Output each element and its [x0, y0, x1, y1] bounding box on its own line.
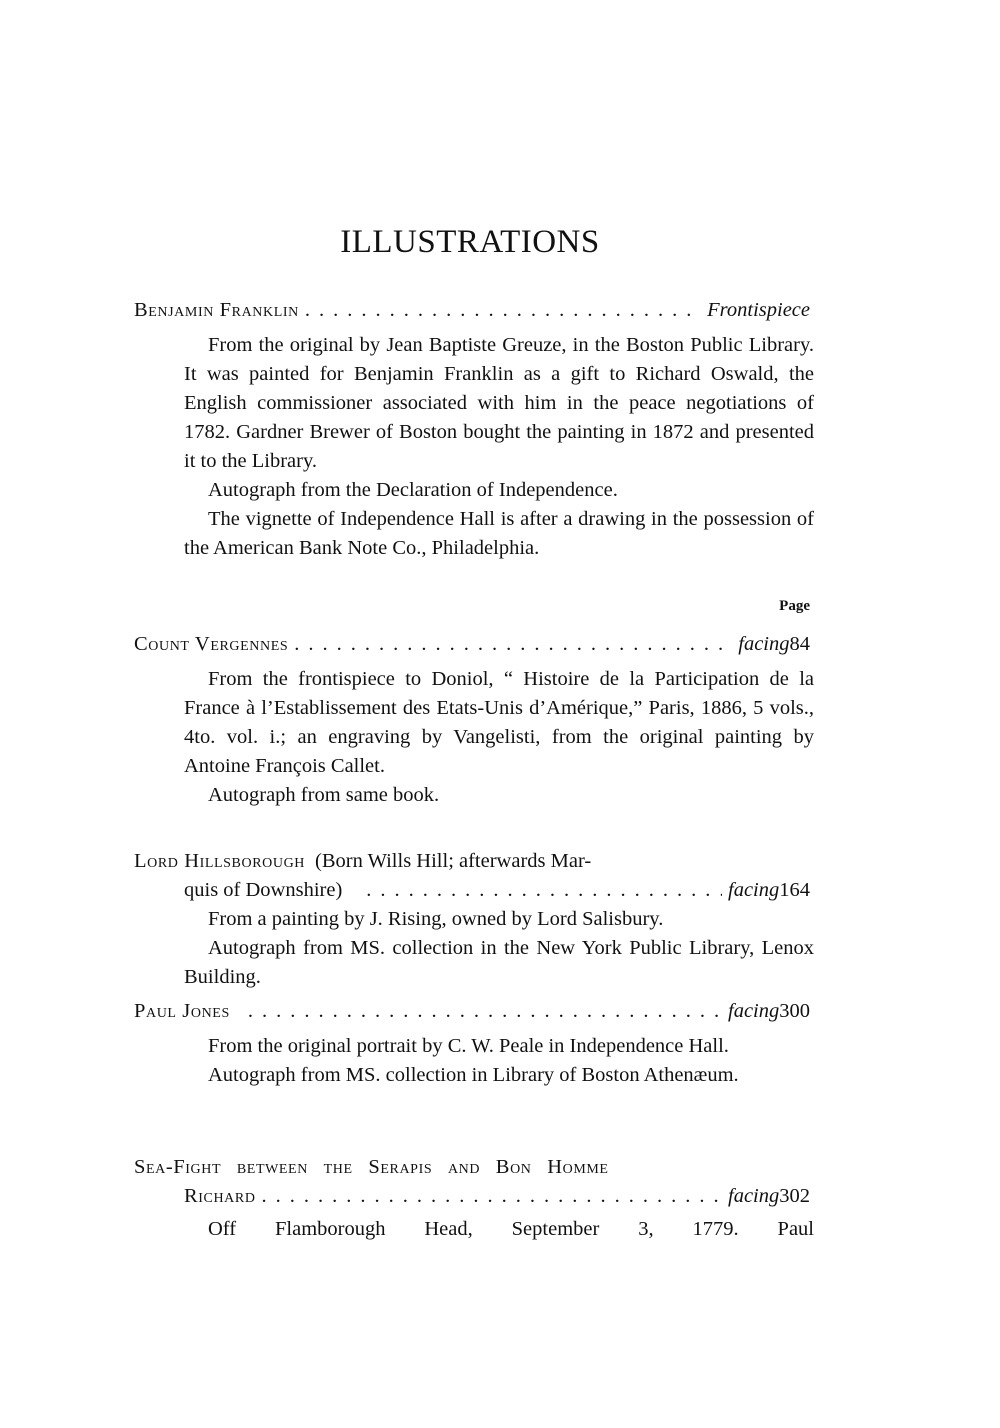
entry-page-number: 300	[779, 1000, 810, 1022]
entry-description: From the original by Jean Baptiste Greuze, in the Boston Public Library. It was painted for Benjamin Franklin as a gift to Richard Oswald, the English commissioner associated with him in the peace negotiations of 1782. Gardner Brewer of Boston bought the painting in 1872 and presented it to the Library.	[184, 334, 814, 472]
dot-leader	[248, 997, 722, 1026]
entry-placement: facing	[728, 1000, 780, 1022]
illustration-entry-hillsborough	[134, 847, 814, 992]
entry-page-number: 164	[779, 879, 810, 901]
illustration-entry-vergennes	[134, 630, 814, 810]
entry-heading-line-2	[134, 1182, 810, 1211]
dot-leader	[305, 296, 701, 325]
entry-description: From a painting by J. Rising, owned by Lord Salisbury.	[208, 908, 664, 930]
illustration-entry-franklin	[134, 296, 814, 614]
page-title: ILLUSTRATIONS	[340, 224, 600, 260]
entry-heading-continued: quis of Downshire)	[184, 879, 343, 901]
entry-heading: Paul Jones	[134, 1000, 230, 1022]
entry-heading-line-2	[134, 876, 810, 905]
entry-heading: Benjamin Franklin	[134, 299, 299, 321]
entry-heading-line	[134, 847, 810, 876]
entry-heading-suffix: (Born Wills Hill; afterwards Mar-	[315, 850, 592, 872]
dot-leader	[262, 1182, 722, 1211]
entry-placement: facing	[728, 1185, 780, 1207]
entry-autograph-note: Autograph from the Declaration of Independence.	[208, 479, 618, 501]
entry-page-number: 84	[789, 633, 810, 655]
entry-autograph-note: Autograph from same book.	[208, 784, 440, 806]
entry-description: From the original portrait by C. W. Peale in Independence Hall.	[208, 1035, 729, 1057]
entry-heading: Lord Hillsborough	[134, 850, 305, 872]
entry-heading-continued: Richard	[184, 1185, 256, 1207]
entry-heading: Count Vergennes	[134, 633, 289, 655]
entry-vignette-note: The vignette of Independence Hall is after a drawing in the possession of the American Bank Note Co., Philadelphia.	[184, 508, 814, 559]
entry-heading-line	[134, 997, 810, 1026]
illustration-entry-sea-fight	[134, 1153, 814, 1244]
entry-heading-line	[134, 630, 810, 659]
dot-leader	[366, 876, 722, 905]
entry-heading-line	[134, 296, 810, 325]
entry-page-number: 302	[779, 1185, 810, 1207]
page-column-label: Page	[779, 598, 810, 614]
entry-description: Off Flamborough Head, September 3, 1779. Paul	[208, 1218, 814, 1240]
illustration-entry-paul-jones	[134, 997, 810, 1090]
entry-autograph-note: Autograph from MS. collection in the New York Public Library, Lenox Building.	[184, 937, 814, 988]
entry-placement: facing	[738, 633, 790, 655]
entry-heading: Sea-Fight between the Serapis and Bon Homme	[134, 1156, 609, 1178]
entry-heading-line	[134, 1153, 810, 1182]
entry-autograph-note: Autograph from MS. collection in Library of Boston Athenæum.	[208, 1064, 739, 1086]
entry-description: From the frontispiece to Doniol, “ Histoire de la Participation de la France à l’Establissement des Etats-Unis d’Amérique,” Paris, 1886, 5 vols., 4to. vol. i.; an engraving by Vangelisti, from the original painting by Antoine François Callet.	[184, 668, 814, 777]
entry-placement: facing	[728, 879, 780, 901]
dot-leader	[294, 630, 732, 659]
entry-placement: Frontispiece	[707, 299, 810, 321]
